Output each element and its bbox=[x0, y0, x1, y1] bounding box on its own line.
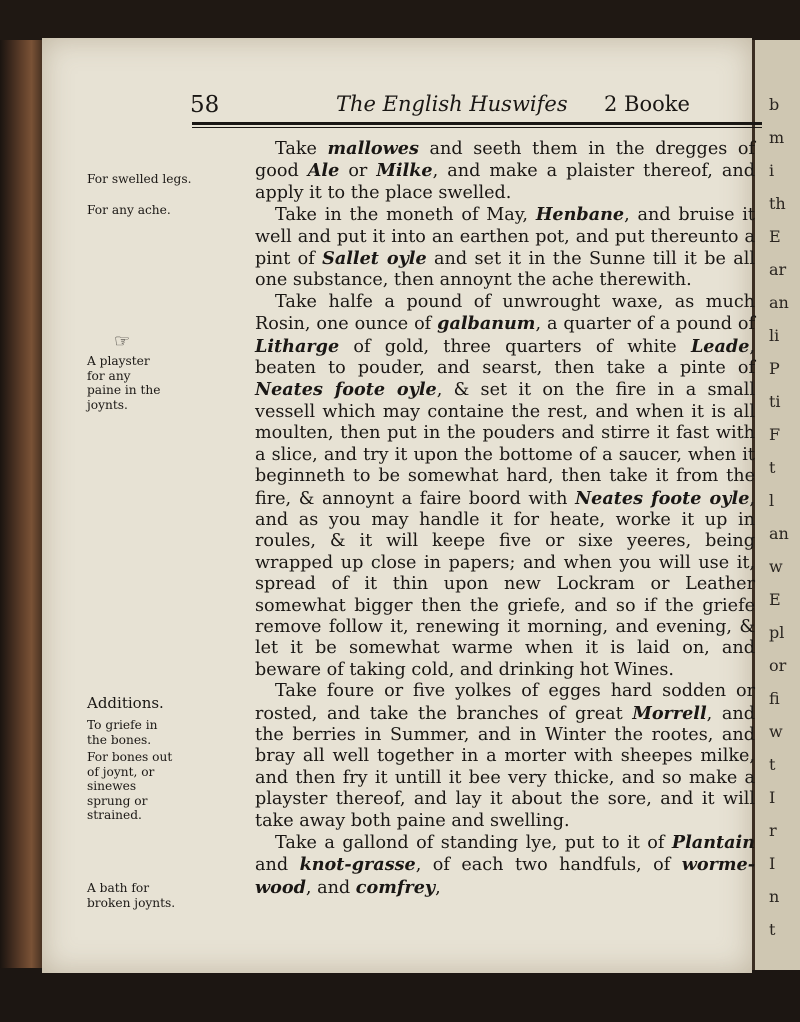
book-number: 2 Booke bbox=[604, 92, 690, 116]
text-run: Take bbox=[275, 139, 328, 159]
facing-page-fragment: t bbox=[769, 920, 776, 939]
italic-term: Ale bbox=[307, 160, 340, 182]
italic-term: Henbane bbox=[535, 204, 625, 226]
facing-page-fragment: I bbox=[769, 854, 776, 873]
facing-page-fragment: i bbox=[769, 161, 775, 180]
italic-term: Leade bbox=[690, 335, 750, 357]
text-run: Take halfe a pound of unwrought waxe, as much Rosin, one ounce of bbox=[255, 291, 755, 335]
paragraph-henbane bbox=[255, 204, 755, 292]
margin-note-bones: To griefe in the bones. bbox=[87, 718, 158, 747]
facing-page-fragment: E bbox=[769, 227, 781, 246]
pointing-hand-icon: ☞ bbox=[114, 331, 131, 352]
margin-note-additions: Additions. bbox=[87, 694, 164, 712]
text-run: , beaten to pouder, and searst, then take a pinte of bbox=[255, 336, 755, 379]
margin-note-plaister: A playster for any paine in the joynts. bbox=[87, 354, 161, 412]
text-run: Take a gallond of standing lye, put to it of bbox=[275, 833, 672, 853]
italic-term: knot-grasse bbox=[299, 854, 416, 876]
facing-page-fragment: fi bbox=[769, 689, 780, 708]
header-rule-thin bbox=[192, 127, 762, 128]
facing-page-fragment: li bbox=[769, 326, 780, 345]
facing-page-fragment: E bbox=[769, 590, 781, 609]
facing-page-fragment: pl bbox=[769, 623, 785, 642]
italic-term: comfrey bbox=[355, 876, 436, 898]
facing-page-fragment: b bbox=[769, 95, 780, 114]
scan-background-bottom bbox=[0, 968, 800, 1022]
italic-term: Milke bbox=[376, 160, 433, 182]
italic-term: mallowes bbox=[327, 138, 419, 159]
facing-page-fragment: w bbox=[769, 557, 783, 576]
text-run: , and as you may handle it for heate, worke it up in roules, & it will keepe five or sixe yeeres, being wrapped up close in papers; and when you will use it, spread of it thin upon new Lockram or Leather somewhat bigger then the griefe, and so if the griefe remove follow it, renewing it morning, and evening, & let it be somewhat warme when it is laid on, and beware of taking cold, and drinking hot Wines. bbox=[255, 488, 755, 680]
text-run: of gold, three quarters of white bbox=[339, 336, 691, 357]
italic-term: Neates foote oyle bbox=[575, 487, 750, 509]
facing-page-edge bbox=[752, 40, 800, 970]
facing-page-fragment: t bbox=[769, 458, 776, 477]
text-run: , and the berries in Summer, and in Winter the rootes, and bray all well together in a morter with sheepes milke, and then fry it untill it bee very thicke, and so make a playster thereof, and lay it about the sore, and it will take away both paine and swelling. bbox=[255, 703, 755, 831]
margin-note-bones-out: For bones out of joynt, or sinewes sprung or strained. bbox=[87, 750, 173, 822]
facing-page-fragment: or bbox=[769, 656, 787, 675]
facing-page-fragment: ti bbox=[769, 392, 781, 411]
italic-term: Morrell bbox=[632, 702, 707, 724]
text-run: , and bbox=[305, 877, 356, 898]
text-run: Take in the moneth of May, bbox=[275, 205, 536, 226]
italic-term: Neates foote oyle bbox=[255, 379, 437, 401]
paragraph-rosin bbox=[255, 292, 755, 681]
margin-note-swelled: For swelled legs. bbox=[87, 172, 192, 186]
facing-page-fragment: I bbox=[769, 788, 776, 807]
text-run: , bbox=[435, 877, 441, 898]
margin-note-ache: For any ache. bbox=[87, 203, 171, 217]
facing-page-fragment: F bbox=[769, 425, 781, 444]
paragraph-mallowes bbox=[255, 138, 755, 204]
recipe-text bbox=[255, 138, 755, 899]
running-title: The English Huswifes bbox=[336, 92, 568, 116]
book-spine-edge bbox=[0, 0, 45, 1022]
facing-page-fragment: n bbox=[769, 887, 780, 906]
paragraph-lye bbox=[255, 832, 755, 899]
margin-note-bath: A bath for broken joynts. bbox=[87, 881, 176, 910]
italic-term: Plantain bbox=[671, 832, 755, 853]
text-run: Take foure or five yolkes of egges hard sodden or rosted, and take the branches of great bbox=[255, 681, 755, 724]
header-rule bbox=[192, 122, 762, 125]
italic-term: Litharge bbox=[255, 335, 340, 357]
text-run: and set it in the Sunne till it be all one substance, then annoynt the ache therewith. bbox=[255, 249, 755, 291]
facing-page-fragment: w bbox=[769, 722, 783, 741]
facing-page-fragment: t bbox=[769, 755, 776, 774]
facing-page-fragment: th bbox=[769, 194, 786, 213]
scan-background-top bbox=[0, 0, 800, 40]
paragraph-yolkes bbox=[255, 681, 755, 832]
text-run: , & set it on the fire in a small vessell which may containe the rest, and when it is all moulten, then put in the pouders and stirre it fast with a slice, and try it upon the bottome of a saucer, when it beginneth to be somewhat hard, then take it from the fire, & annoynt a faire boord with bbox=[255, 380, 755, 509]
italic-term: Sallet oyle bbox=[322, 248, 427, 270]
facing-page-fragment: an bbox=[769, 524, 789, 543]
facing-page-fragment: ar bbox=[769, 260, 787, 279]
text-run: , a quarter of a pound of bbox=[535, 314, 756, 335]
text-run: and bbox=[255, 855, 300, 876]
text-run: or bbox=[339, 161, 377, 182]
text-run: , of each two handfuls, of bbox=[415, 855, 682, 876]
text-run: , and bruise it well and put it into an earthen pot, and put thereunto a pint of bbox=[255, 205, 755, 270]
facing-page-fragment: an bbox=[769, 293, 789, 312]
text-run: and seeth them in the dregges of good bbox=[255, 139, 755, 182]
page-number: 58 bbox=[190, 92, 220, 118]
book-page bbox=[42, 38, 756, 973]
facing-page-fragment: l bbox=[769, 491, 775, 510]
facing-page-fragment: r bbox=[769, 821, 777, 840]
text-run: , and make a plaister thereof, and apply it to the place swelled. bbox=[255, 161, 755, 203]
facing-page-fragment: P bbox=[769, 359, 780, 378]
italic-term: galbanum bbox=[437, 313, 536, 335]
facing-page-fragment: m bbox=[769, 128, 785, 147]
italic-term: worme-wood bbox=[255, 854, 755, 898]
